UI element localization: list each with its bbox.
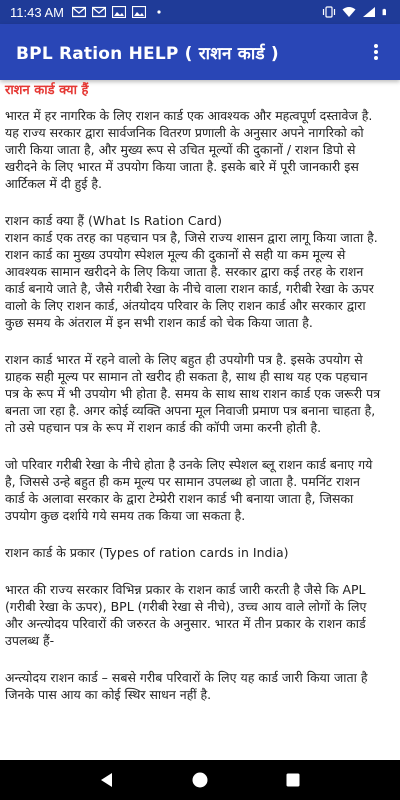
more-dots-icon — [152, 6, 166, 18]
article-scroll-view[interactable] — [0, 80, 400, 760]
notification-icons — [72, 6, 166, 18]
article-paragraph: राशन कार्ड एक तरह का पहचान पत्र है, जिसे राज्य शासन द्वारा लागू किया जाता है. राशन कार्ड का मुख्य उपयोग स्पेशल मूल्य की दुकानों से सही या कम मूल्य से आवश्यक सामान खरीदने के लिए किया जाता है. सरकार द्वारा कई तरह के राशन कार्ड बनाये जाते है, जैसे गरीबी रेखा के नीचे वाला राशन कार्ड, गरीबी रेखा के ऊपर वालो के लिए राशन कार्ड, अंतयोदय परिवार के लिए राशन कार्ड और सरकार द्वारा कुछ समय के अंतराल में इन सभी राशन कार्ड को चेक किया जाता है. — [5, 230, 378, 330]
article-subheading: राशन कार्ड के प्रकार (Types of ration cards in India) — [5, 545, 289, 560]
gallery-icon — [132, 6, 146, 18]
system-icons — [322, 6, 390, 18]
more-vert-icon — [373, 43, 379, 61]
wifi-icon — [342, 6, 356, 18]
signal-icon — [362, 6, 376, 18]
app-title: BPL Ration HELP ( राशन कार्ड ) — [16, 43, 279, 64]
overflow-menu-button[interactable] — [360, 36, 392, 68]
vibrate-icon — [322, 6, 336, 18]
article-heading: राशन कार्ड क्या हैं — [5, 83, 89, 98]
article-paragraph: भारत में हर नागरिक के लिए राशन कार्ड एक आवश्यक और महत्वपूर्ण दस्तावेज है. यह राज्य सरकार द्वारा सार्वजनिक वितरण प्रणाली के अनुसार अपने नागरिको को जारी किया जाता है, और मुख्य रूप से उचित मूल्यों की दुकानों / राशन डिपो से खरीदने के लिए भारत में उपयोग किया जाता है. इसके बारे में पूरी जानकारी इस आर्टिकल में दी हुई है. — [5, 108, 373, 191]
article-paragraph: भारत की राज्य सरकार विभिन्न प्रकार के राशन कार्ड जारी करती है जैसे कि APL (गरीबी रेखा के ऊपर), BPL (गरीबी रेखा से नीचे), उच्च आय वाले लोगों के लिए और अन्त्योदय परिवारों की जरुरत के अनुसार. भारत में तीन प्रकार के राशन कार्ड उपलब्ध हैं- — [5, 582, 367, 648]
gmail-icon — [92, 6, 106, 18]
article-paragraph: अन्त्योदय राशन कार्ड – सबसे गरीब परिवारों के लिए यह कार्ड जारी किया जाता है जिनके पास आय का कोई स्थिर साधन नहीं है. — [5, 670, 368, 702]
system-navigation-bar — [0, 760, 400, 800]
gmail-icon — [72, 6, 86, 18]
article-subheading: राशन कार्ड क्या हैं (What Is Ration Card) — [5, 213, 222, 228]
gallery-icon — [112, 6, 126, 18]
article-paragraph: जो परिवार गरीबी रेखा के नीचे होता है उनके लिए स्पेशल ब्लू राशन कार्ड बनाए गये है, जिससे उन्हे बहुत ही कम मूल्य पर सामान उपलब्ध हो जाता है. पमनिंट राशन कार्ड के अलावा सरकार के द्वारा टेम्प्रेरी राशन कार्ड भी बनाया जाता है, जिसका उपयोग कुछ दर्शाये गये समय तक किया जा सकता है. — [5, 457, 373, 523]
status-time: 11:43 AM — [10, 4, 64, 20]
battery-icon — [382, 6, 390, 18]
article-paragraph: राशन कार्ड भारत में रहने वालो के लिए बहुत ही उपयोगी पत्र है. इसके उपयोग से ग्राहक सही मूल्य पर सामान तो खरीद ही सकता है, साथ ही साथ यह एक पहचान पत्र के रूप में भी उपयोग भी होता है. समय के साथ साथ राशन कार्ड एक जरूरी पत्र बनता जा रहा है. अगर कोई व्यक्ति अपना मूल निवाजी प्रमाण पत्र बनाना चाहता है, तो उसे पहचान पत्र के रूप में राशन कार्ड की कॉपी जमा करनी होती है. — [5, 352, 381, 435]
status-bar — [0, 0, 400, 24]
app-toolbar — [0, 24, 400, 80]
recents-square-icon[interactable] — [284, 771, 302, 789]
home-circle-icon[interactable] — [191, 771, 209, 789]
back-triangle-icon[interactable] — [98, 771, 116, 789]
